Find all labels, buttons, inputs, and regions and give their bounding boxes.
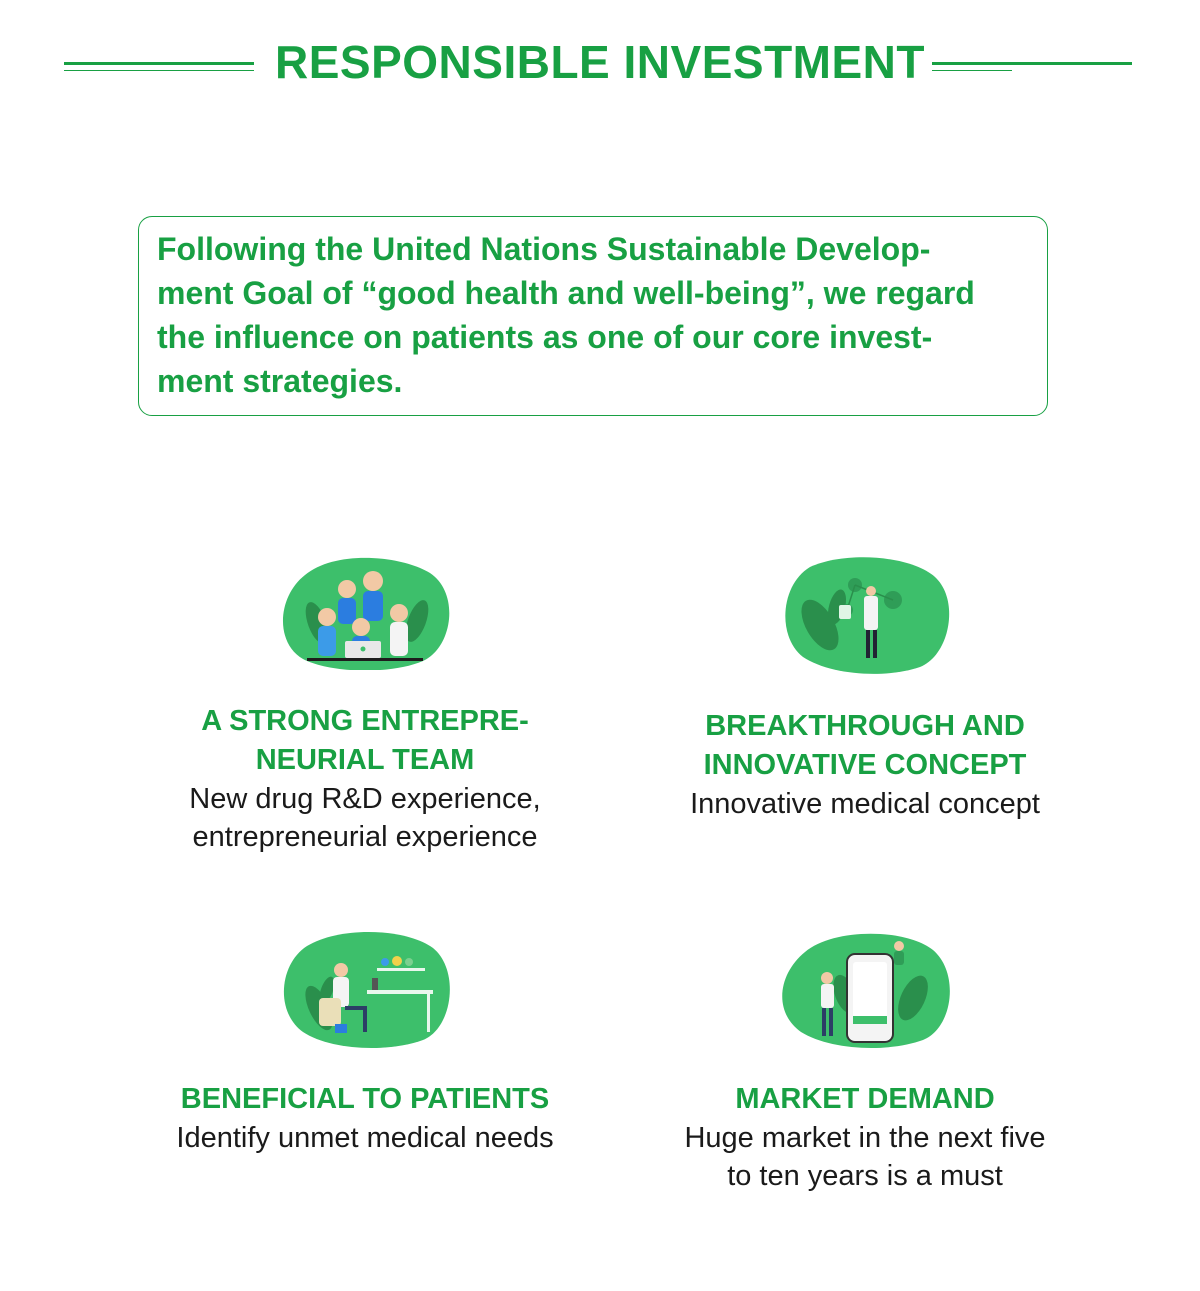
team-illustration-icon [275,555,455,670]
card-title [155,1080,575,1119]
card-desc-line: Innovative medical concept [690,788,1040,820]
intro-line: ment strategies. [157,363,403,399]
card-desc-line: Huge market in the next five [684,1122,1046,1154]
card-title-line: MARKET DEMAND [735,1083,995,1115]
card-title-line: NEURIAL TEAM [255,744,475,776]
page-header [0,30,1200,100]
card-title [155,702,575,780]
card-entrepreneurial-team [155,555,575,856]
card-title-line: BREAKTHROUGH AND [705,710,1025,742]
page-title: RESPONSIBLE INVESTMENT [275,36,925,88]
card-desc-line: New drug R&D experience, [189,783,541,815]
lab-research-illustration-icon [275,928,455,1050]
scientist-concept-illustration-icon [775,555,955,675]
card-description [155,780,575,856]
mobile-market-illustration-icon [775,928,955,1050]
card-desc-line: Identify unmet medical needs [176,1122,554,1154]
intro-box [138,216,1048,416]
card-description [655,1119,1075,1195]
card-title-line: BENEFICIAL TO PATIENTS [180,1083,550,1115]
card-title [655,1080,1075,1119]
card-desc-line: entrepreneurial experience [192,821,538,853]
intro-line: the influence on patients as one of our core invest- [157,319,933,355]
card-title [655,707,1075,785]
intro-line: ment Goal of “good health and well-being”, we regard [157,275,975,311]
intro-line: Following the United Nations Sustainable Develop- [157,231,931,267]
card-innovative-concept [655,555,1075,823]
card-title-line: A STRONG ENTREPRE- [201,705,529,737]
card-desc-line: to ten years is a must [727,1160,1003,1192]
header-rule-right [932,58,1132,76]
card-beneficial-to-patients [155,928,575,1157]
card-description [155,1119,575,1157]
card-description [655,785,1075,823]
card-title-line: INNOVATIVE CONCEPT [703,749,1027,781]
card-market-demand [655,928,1075,1195]
intro-text [157,227,1031,403]
